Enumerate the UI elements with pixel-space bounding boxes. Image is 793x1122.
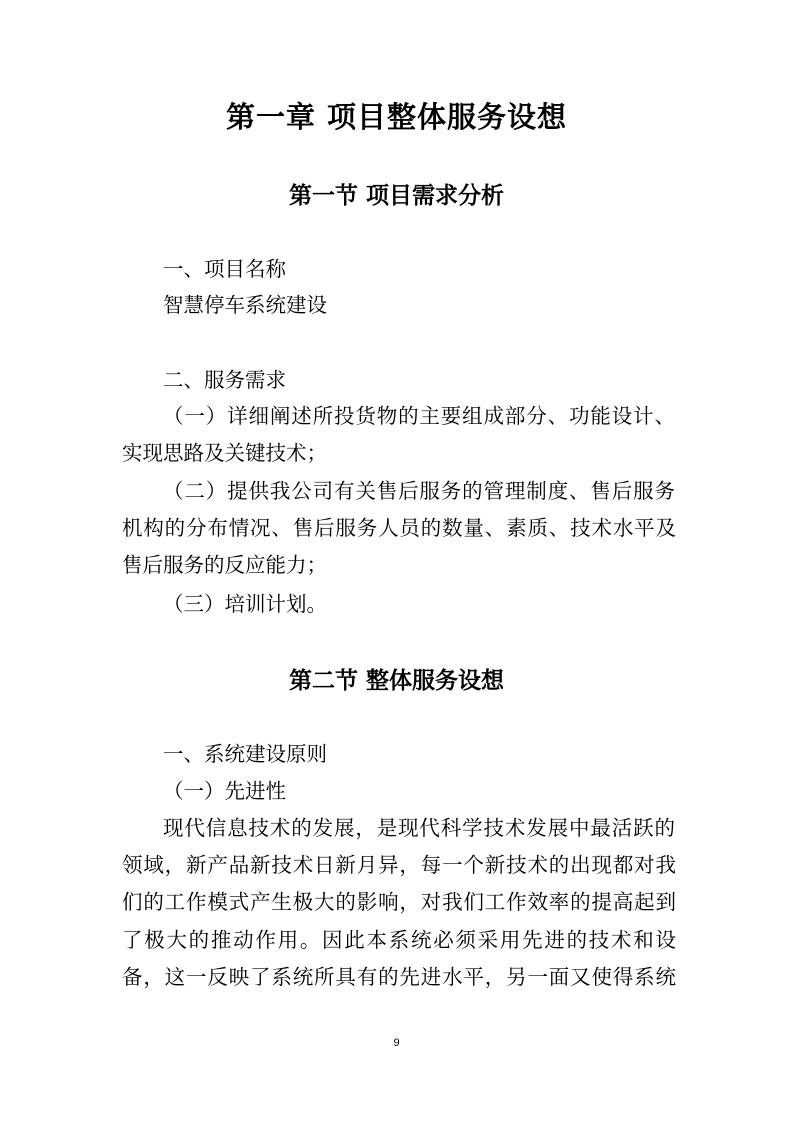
- requirement-3-line-1: （三）培训计划。: [163, 592, 327, 616]
- paragraph-line-5: 备，这一反映了系统所具有的先进水平，另一面又使得系统: [122, 965, 676, 989]
- section-title-1: 第一节 项目需求分析: [288, 183, 504, 209]
- project-name-value: 智慧停车系统建设: [163, 293, 327, 317]
- paragraph-line-1: 现代信息技术的发展，是现代科学技术发展中最活跃的: [163, 816, 675, 840]
- item-heading-construction-principles: 一、系统建设原则: [163, 742, 327, 766]
- requirement-2-line-3: 售后服务的反应能力；: [122, 553, 327, 577]
- item-heading-project-name: 一、项目名称: [163, 257, 286, 281]
- page-number: 9: [393, 1037, 400, 1049]
- paragraph-line-4: 了极大的推动作用。因此本系统必须采用先进的技术和设: [122, 928, 676, 952]
- requirement-1-line-2: 实现思路及关键技术；: [122, 441, 327, 465]
- paragraph-line-3: 们的工作模式产生极大的影响，对我们工作效率的提高起到: [122, 890, 676, 914]
- requirement-1-line-1: （一）详细阐述所投货物的主要组成部分、功能设计、: [163, 404, 675, 428]
- chapter-title: 第一章 项目整体服务设想: [225, 100, 568, 134]
- section-title-2: 第二节 整体服务设想: [288, 668, 504, 694]
- requirement-2-line-1: （二）提供我公司有关售后服务的管理制度、售后服务: [163, 479, 675, 503]
- subheading-advancement: （一）先进性: [163, 779, 286, 803]
- item-heading-service-requirements: 二、服务需求: [163, 368, 286, 392]
- paragraph-line-2: 领域，新产品新技术日新月异，每一个新技术的出现都对我: [122, 853, 676, 877]
- requirement-2-line-2: 机构的分布情况、售后服务人员的数量、素质、技术水平及: [122, 516, 676, 540]
